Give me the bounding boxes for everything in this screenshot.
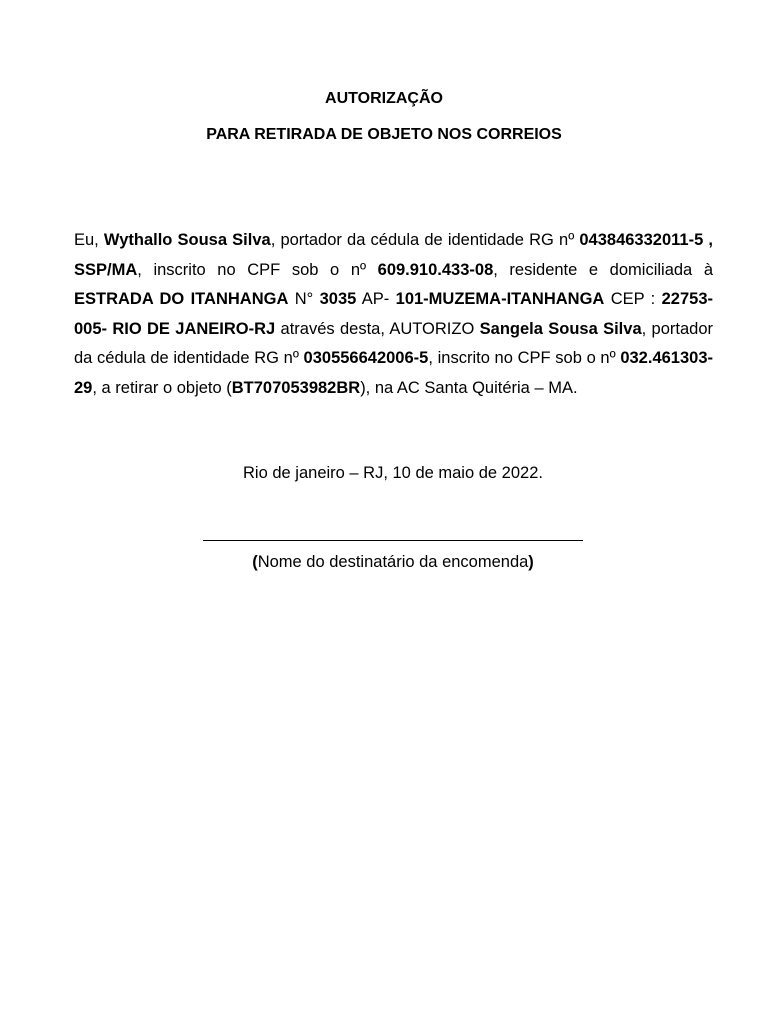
grantor-name: Wythallo Sousa Silva	[103, 231, 271, 249]
paragraph-text: , inscrito no CPF sob o nº	[428, 349, 621, 367]
signature-line	[203, 540, 583, 541]
paragraph-text: , inscrito no CPF sob o nº	[137, 260, 378, 279]
close-paren: )	[528, 553, 534, 571]
grantor-cpf: 609.910.433-08	[377, 260, 494, 279]
paragraph-text: , a retirar o objeto (	[92, 378, 232, 397]
paragraph-text: N°	[288, 290, 320, 308]
grantee-cpf: 032.461303-29	[74, 349, 713, 397]
document-subtitle: PARA RETIRADA DE OBJETO NOS CORREIOS	[206, 126, 562, 143]
address-number: 3035	[319, 290, 357, 308]
address-cep-city: 22753-005- RIO DE JANEIRO-RJ	[74, 290, 714, 338]
paragraph-text: Eu,	[74, 231, 104, 249]
grantor-rg: 043846332011-5 , SSP/MA	[74, 231, 713, 279]
paragraph-text: , portador da cédula de identidade RG nº	[270, 231, 580, 249]
grantee-name: Sangela Sousa Silva	[479, 319, 642, 338]
signature-caption	[0, 551, 768, 573]
paragraph-text: ), na AC Santa Quitéria – MA.	[360, 378, 578, 397]
paragraph-text: AP-	[356, 290, 396, 308]
paragraph-text: , residente e domiciliada à	[493, 260, 713, 279]
authorization-paragraph	[74, 226, 713, 403]
document-title: AUTORIZAÇÃO	[325, 90, 443, 107]
signature-caption-text: Nome do destinatário da encomenda	[257, 553, 529, 571]
address-street: ESTRADA DO ITANHANGA	[74, 290, 289, 308]
address-neighborhood: 101-MUZEMA-ITANHANGA	[395, 290, 605, 308]
paragraph-text: CEP :	[604, 290, 662, 308]
date-line: Rio de janeiro – RJ, 10 de maio de 2022.	[243, 464, 543, 482]
paragraph-text: , portador da cédula de identidade RG nº	[74, 319, 713, 367]
open-paren: (	[252, 553, 258, 571]
grantee-rg: 030556642006-5	[303, 349, 429, 367]
tracking-code: BT707053982BR	[231, 378, 361, 397]
paragraph-text: através desta, AUTORIZO	[275, 319, 480, 338]
